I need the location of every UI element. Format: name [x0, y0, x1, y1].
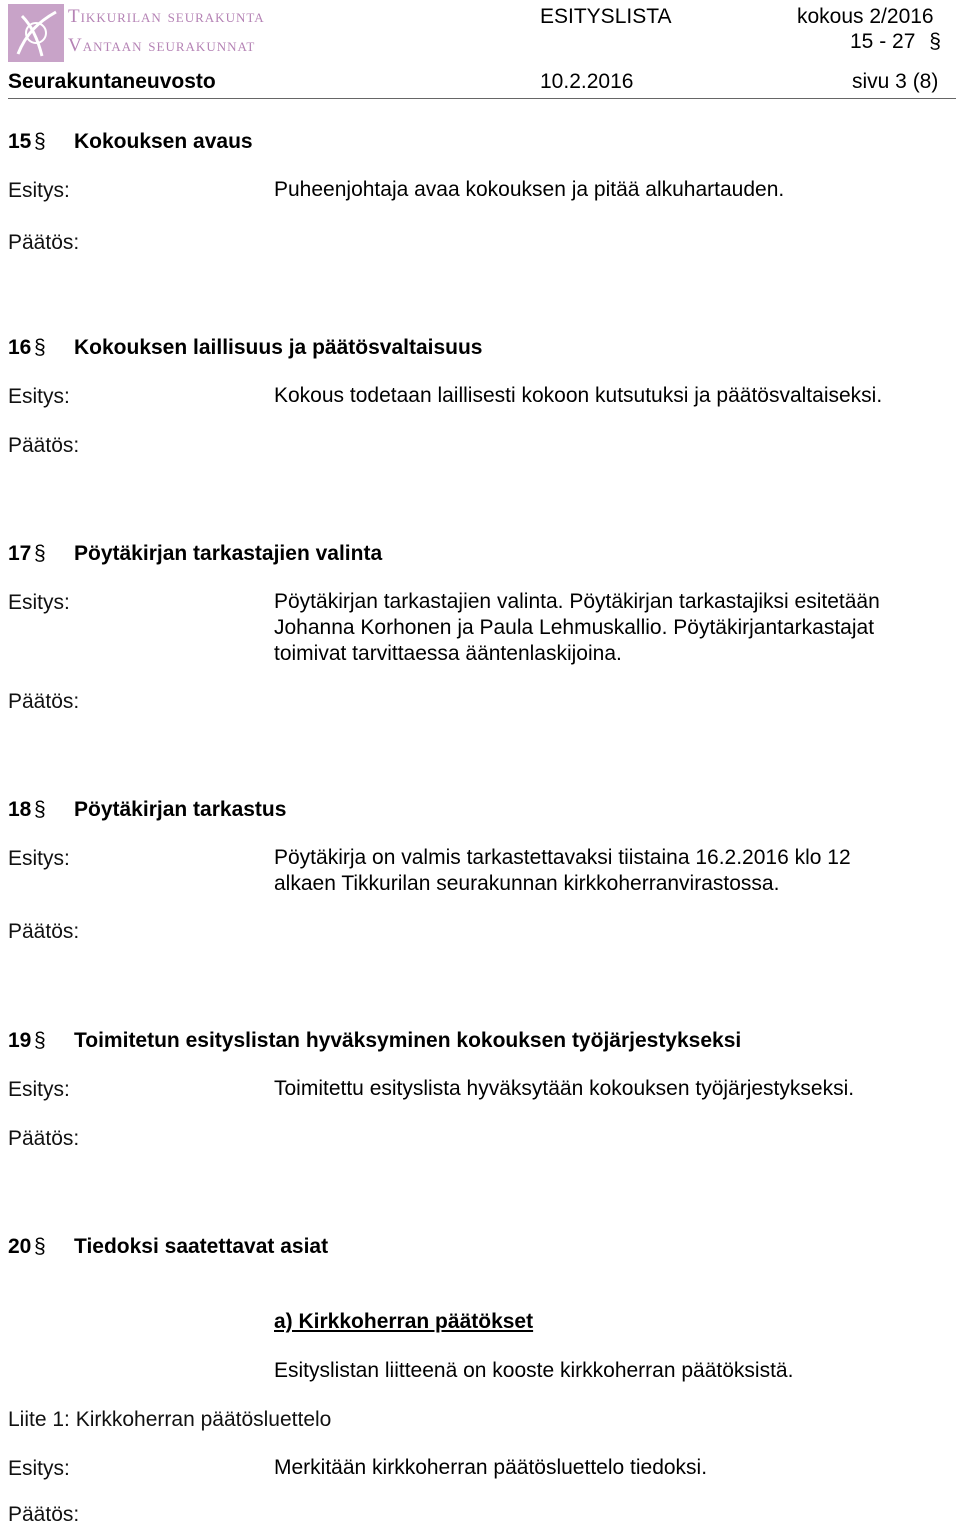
agenda-item-title: 15 § Kokouksen avaus — [8, 130, 253, 153]
esitys-text: Merkitään kirkkoherran päätösluettelo tiedoksi. — [274, 1456, 708, 1479]
subheading: a) Kirkkoherran päätökset — [274, 1310, 534, 1333]
agenda-item-title: 19 § Toimitetun esityslistan hyväksyminen kokouksen työjärjestykseksi — [8, 1029, 742, 1052]
esitys-text: Kokous todetaan laillisesti kokoon kutsutuksi ja päätösvaltaiseksi. — [274, 384, 883, 407]
paatos-label: Päätös: — [8, 231, 80, 254]
esitys-text: Toimitettu esityslista hyväksytään kokouksen työjärjestykseksi. — [274, 1077, 855, 1100]
agenda-item-title: 16 § Kokouksen laillisuus ja päätösvaltaisuus — [8, 336, 483, 359]
esitys-text: Pöytäkirja on valmis tarkastettavaksi tiistaina 16.2.2016 klo 12 alkaen Tikkurilan seurakunnan kirkkoherranvirastossa. — [274, 846, 851, 895]
paatos-label: Päätös: — [8, 920, 80, 943]
document-type: ESITYSLISTA — [540, 5, 672, 28]
agenda-item-title: 17 § Pöytäkirjan tarkastajien valinta — [8, 542, 383, 565]
page-number: sivu 3 (8) — [852, 70, 939, 93]
paatos-label: Päätös: — [8, 690, 80, 713]
intro-text: Esityslistan liitteenä on kooste kirkkoherran päätöksistä. — [274, 1359, 794, 1382]
section-range: 15 - 27 § — [850, 30, 941, 53]
body-name: Seurakuntaneuvosto — [8, 70, 216, 93]
parish-emblem-icon — [8, 4, 64, 62]
attachment-reference: Liite 1: Kirkkoherran päätösluettelo — [8, 1408, 332, 1431]
esitys-label: Esitys: — [8, 591, 70, 614]
logo-text-line2: Vantaan seurakunnat — [68, 35, 256, 56]
esitys-label: Esitys: — [8, 847, 70, 870]
meeting-date: 10.2.2016 — [540, 70, 634, 93]
esitys-label: Esitys: — [8, 1457, 70, 1480]
meeting-number: kokous 2/2016 — [797, 5, 934, 28]
esitys-label: Esitys: — [8, 385, 70, 408]
logo-text-line1: Tikkurilan seurakunta — [68, 6, 265, 27]
paatos-label: Päätös: — [8, 1503, 80, 1526]
agenda-item-title: 20 § Tiedoksi saatettavat asiat — [8, 1235, 329, 1258]
header-divider — [8, 98, 956, 99]
paatos-label: Päätös: — [8, 1127, 80, 1150]
esitys-text: Pöytäkirjan tarkastajien valinta. Pöytäkirjan tarkastajiksi esitetään Johanna Korhonen ja Paula Lehmuskallio. Pöytäkirjantarkastajat toimivat tarvittaessa ääntenlaskijoina. — [274, 590, 880, 665]
agenda-item-title: 18 § Pöytäkirjan tarkastus — [8, 798, 287, 821]
esitys-label: Esitys: — [8, 1078, 70, 1101]
section-symbol: § — [929, 30, 941, 53]
esitys-label: Esitys: — [8, 179, 70, 202]
esitys-text: Puheenjohtaja avaa kokouksen ja pitää alkuhartauden. — [274, 178, 785, 201]
paatos-label: Päätös: — [8, 434, 80, 457]
